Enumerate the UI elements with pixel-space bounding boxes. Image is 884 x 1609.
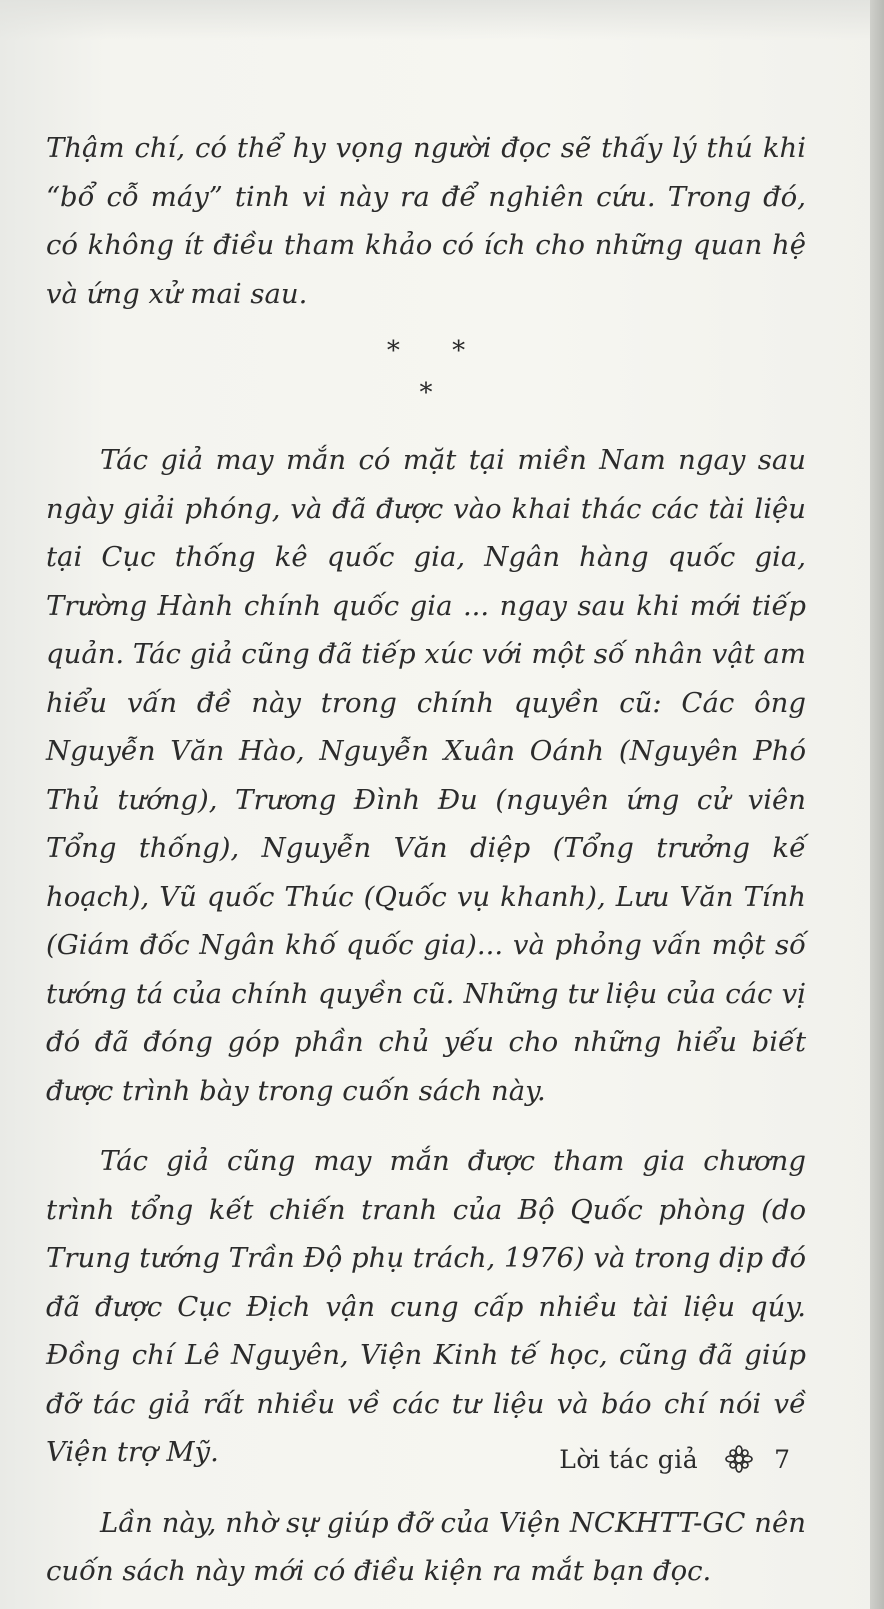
paragraph-gap: [46, 1115, 806, 1137]
section-label: Lời tác giả: [559, 1445, 699, 1474]
page-number: 7: [774, 1445, 790, 1474]
paragraph-2: Tác giả may mắn có mặt tại miền Nam ngay sau ngày giải phóng, và đã được vào khai thác các tài liệu tại Cục thống kê quốc gia, Ngân hàng quốc gia, Trường Hành chính quốc gia ... ngay sau khi mới tiếp quản. Tác giả cũng đã tiếp xúc với một số nhân vật am hiểu vấn đề này trong chính quyền cũ: Các ông Nguyễn Văn Hào, Nguyễn Xuân Oánh (Nguyên Phó Thủ tướng), Trương Đình Đu (nguyên ứng cử viên Tổng thống), Nguyễn Văn diệp (Tổng trưởng kế hoạch), Vũ quốc Thúc (Quốc vụ khanh), Lưu Văn Tính (Giám đốc Ngân khố quốc gia)... và phỏng vấn một số tướng tá của chính quyền cũ. Những tư liệu của các vị đó đã đóng góp phần chủ yếu cho những hiểu biết được trình bày trong cuốn sách này.: [46, 444, 806, 1107]
page-top-shadow: [0, 0, 870, 40]
page-footer: [0, 1444, 790, 1474]
paragraph-3: Tác giả cũng may mắn được tham gia chương trình tổng kết chiến tranh của Bộ Quốc phòng (do Trung tướng Trần Độ phụ trách, 1976) và trong dịp đó đã được Cục Địch vận cung cấp nhiều tài liệu qúy. Đồng chí Lê Nguyên, Viện Kinh tế học, cũng đã giúp đỡ tác giả rất nhiều về các tư liệu và báo chí nói về Viện trợ Mỹ.: [46, 1145, 806, 1468]
paragraph-1: Thậm chí, có thể hy vọng người đọc sẽ thấy lý thú khi “bổ cỗ máy” tinh vi này ra để nghiên cứu. Trong đó, có không ít điều tham khảo có ích cho những quan hệ và ứng xử mai sau.: [46, 132, 806, 310]
page-edge-shadow: [870, 0, 884, 1609]
flower-ornament-icon: [724, 1444, 754, 1474]
section-separator-bottom: *: [419, 378, 433, 408]
body-text: [46, 124, 806, 1596]
paragraph-4: Lần này, nhờ sự giúp đỡ của Viện NCKHTT-GC nên cuốn sách này mới có điều kiện ra mắt bạn đọc.: [46, 1506, 806, 1587]
section-separator-top: * *: [386, 336, 488, 366]
paragraph-gap: [46, 1477, 806, 1499]
